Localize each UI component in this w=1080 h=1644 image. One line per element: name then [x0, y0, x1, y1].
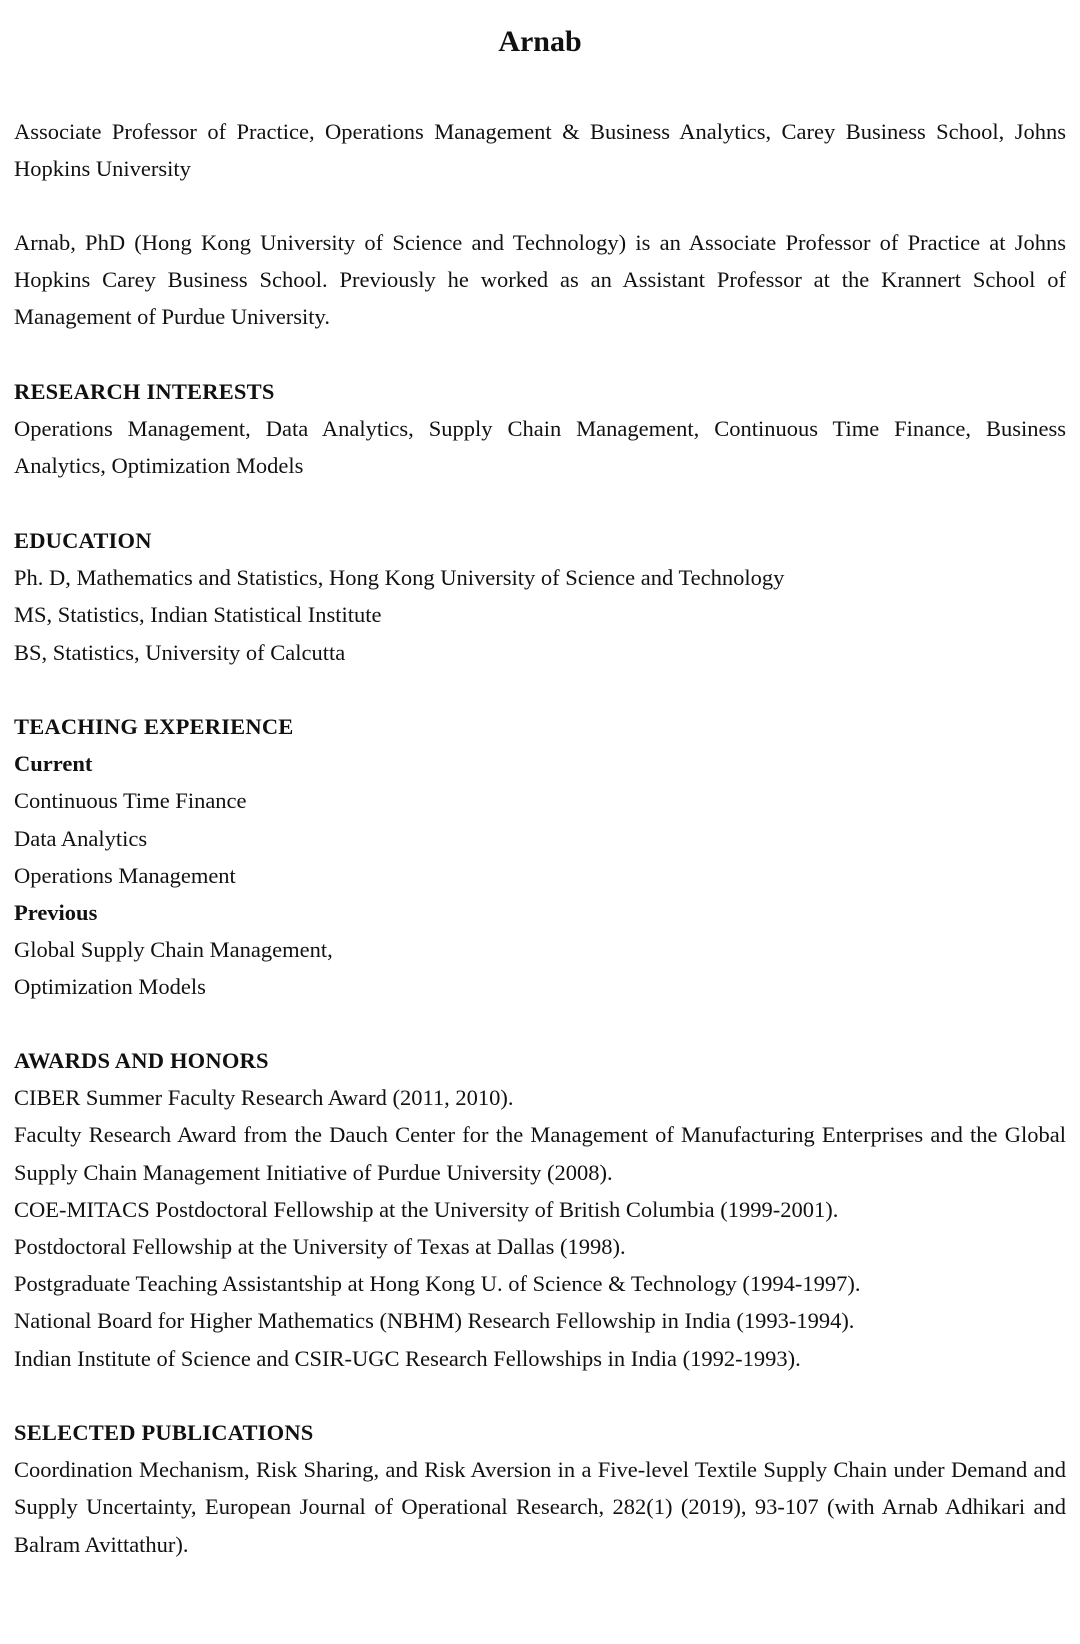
bio-text: Arnab, PhD (Hong Kong University of Science and Technology) is an Associate Professor of Practice at Johns Hopkins Carey Business School. Previously he worked as an Assistant Professor at the Krannert School of Management of Purdue University. [14, 230, 1066, 330]
award-item: Postdoctoral Fellowship at the University of Texas at Dallas (1998). [14, 1234, 626, 1260]
course-item: Data Analytics [14, 825, 148, 851]
education-item: MS, Statistics, Indian Statistical Institute [14, 602, 382, 628]
award-item: Faculty Research Award from the Dauch Center for the Management of Manufacturing Enterprises and the Global Supply Chain Management Initiative of Purdue University (2008). [14, 1122, 1066, 1185]
course-item: Operations Management [14, 862, 236, 888]
education-item: Ph. D, Mathematics and Statistics, Hong Kong University of Science and Technology [14, 565, 785, 591]
award-item: National Board for Higher Mathematics (NBHM) Research Fellowship in India (1993-1994). [14, 1308, 855, 1334]
position-text: Associate Professor of Practice, Operations Management & Business Analytics, Carey Business School, Johns Hopkins University [14, 119, 1066, 182]
awards-list [14, 1079, 1066, 1377]
education-section [14, 522, 1066, 671]
research-heading: RESEARCH INTERESTS [14, 379, 275, 404]
publications-section [14, 1414, 1066, 1563]
publications-list [14, 1451, 1066, 1563]
teaching-section [14, 708, 1066, 1006]
research-text: Operations Management, Data Analytics, Supply Chain Management, Continuous Time Finance, Business Analytics, Optimization Models [14, 416, 1066, 479]
course-item: Continuous Time Finance [14, 788, 247, 814]
award-item: Indian Institute of Science and CSIR-UGC Research Fellowships in India (1992-1993). [14, 1345, 801, 1371]
award-item: COE-MITACS Postdoctoral Fellowship at the University of British Columbia (1999-2001). [14, 1196, 839, 1222]
publication-item: Coordination Mechanism, Risk Sharing, and Risk Aversion in a Five-level Textile Supply Chain under Demand and Supply Uncertainty, European Journal of Operational Research, 282(1) (2019), 93-107 (with Arnab Adhikari and Balram Avittathur). [14, 1457, 1066, 1557]
education-list [14, 559, 1066, 671]
education-item: BS, Statistics, University of Calcutta [14, 639, 346, 665]
award-item: CIBER Summer Faculty Research Award (2011, 2010). [14, 1085, 514, 1111]
teaching-heading: TEACHING EXPERIENCE [14, 714, 294, 739]
publications-heading: SELECTED PUBLICATIONS [14, 1420, 314, 1445]
page-title: Arnab [498, 25, 582, 58]
awards-heading: AWARDS AND HONORS [14, 1048, 269, 1073]
awards-section [14, 1042, 1066, 1377]
course-item: Optimization Models [14, 974, 206, 1000]
teaching-current-label: Current [14, 751, 93, 777]
teaching-previous-label: Previous [14, 900, 98, 926]
teaching-previous-list [14, 931, 1066, 1005]
course-item: Global Supply Chain Management, [14, 937, 333, 963]
research-section [14, 373, 1066, 485]
teaching-current-list [14, 782, 1066, 894]
award-item: Postgraduate Teaching Assistantship at Hong Kong U. of Science & Technology (1994-1997). [14, 1271, 861, 1297]
education-heading: EDUCATION [14, 528, 152, 553]
